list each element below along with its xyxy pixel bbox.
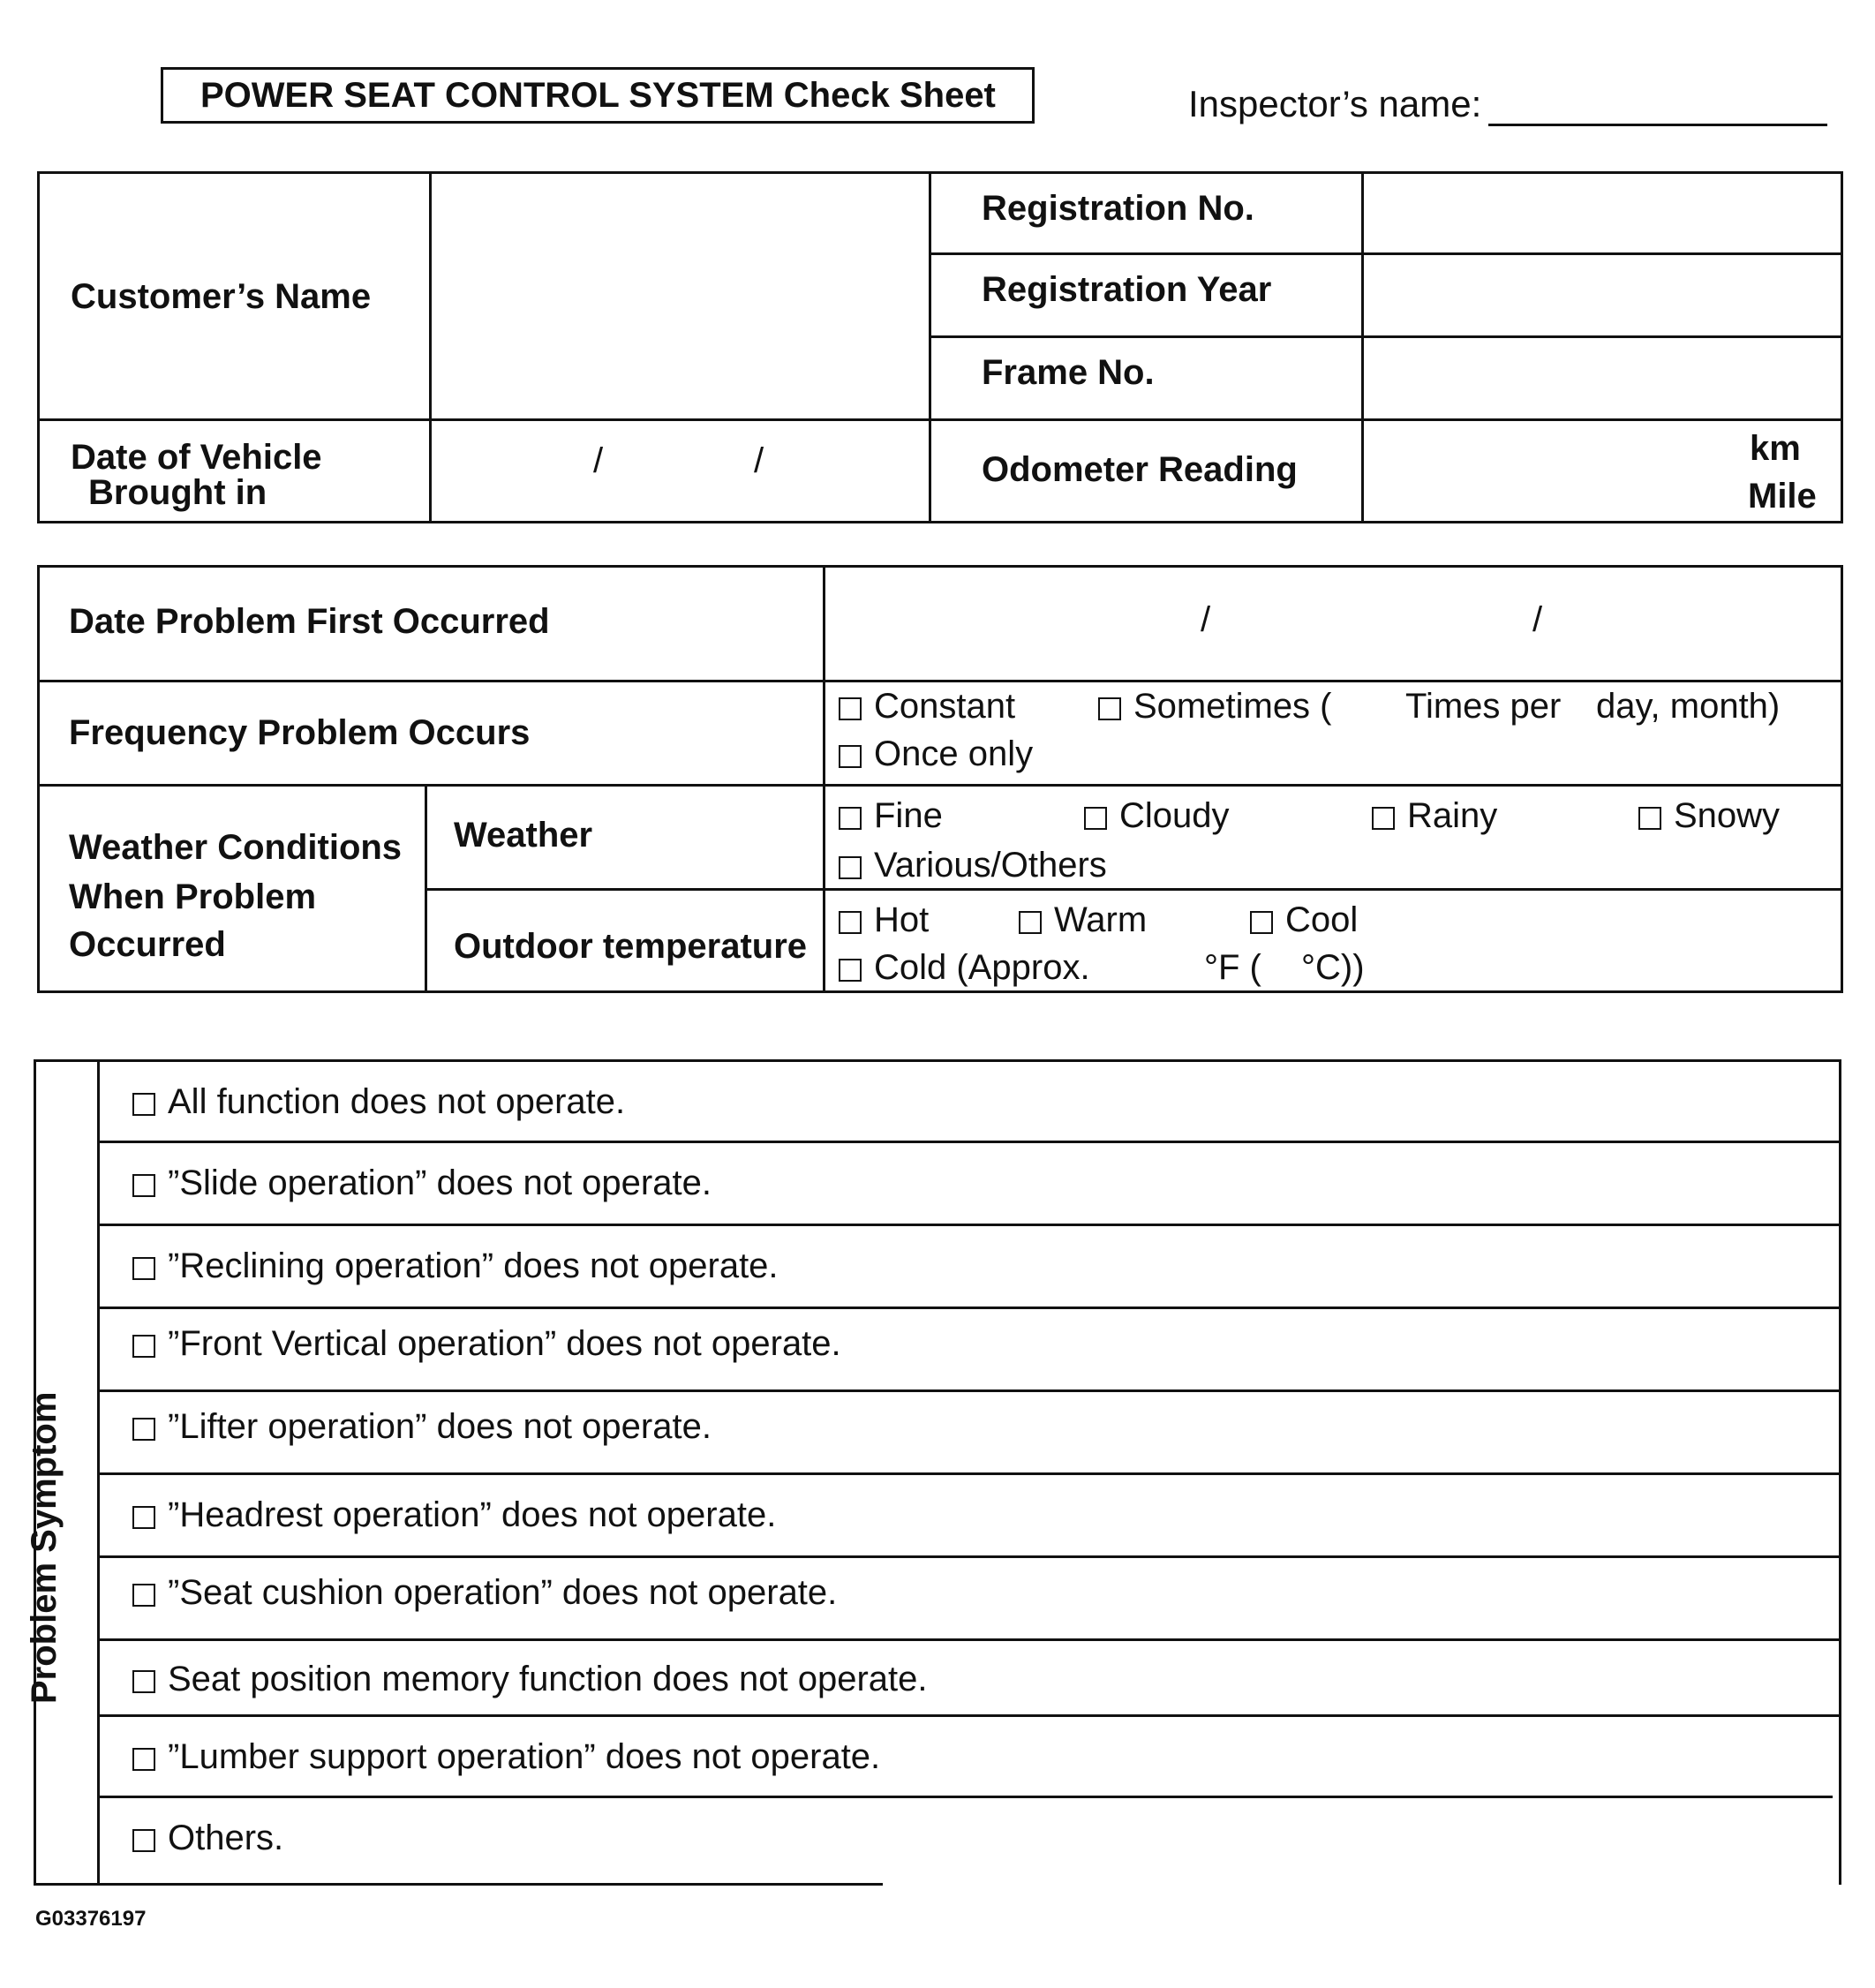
symptom-lumber-support[interactable]: ”Lumber support operation” does not operate. [132, 1737, 880, 1777]
checkbox[interactable] [132, 1174, 155, 1197]
checkbox[interactable] [132, 1093, 155, 1116]
registration-year-label: Registration Year [982, 270, 1272, 309]
checkbox[interactable] [132, 1748, 155, 1771]
checkbox[interactable] [132, 1335, 155, 1358]
unit-km: km [1750, 429, 1801, 468]
symptom-lifter[interactable]: ”Lifter operation” does not operate. [132, 1407, 712, 1447]
checkbox[interactable] [839, 856, 862, 879]
date-separator: / [754, 441, 764, 480]
checkbox[interactable] [839, 745, 862, 768]
symptom-all-function[interactable]: All function does not operate. [132, 1082, 625, 1122]
checkbox[interactable] [1250, 911, 1273, 934]
checkbox[interactable] [132, 1506, 155, 1529]
date-separator: / [1532, 600, 1543, 639]
registration-no-field[interactable] [1364, 174, 1841, 252]
symptom-slide[interactable]: ”Slide operation” does not operate. [132, 1163, 712, 1203]
frame-no-field[interactable] [1364, 338, 1841, 418]
temp-warm-option[interactable]: Warm [1019, 900, 1147, 940]
date-first-occurred-field[interactable] [825, 568, 1841, 680]
weather-snowy-option[interactable]: Snowy [1638, 796, 1780, 836]
figure-code: G03376197 [35, 1907, 147, 1931]
registration-no-label: Registration No. [982, 189, 1254, 228]
checkbox[interactable] [1019, 911, 1042, 934]
freq-once-option[interactable]: Once only [839, 734, 1033, 774]
checkbox[interactable] [1638, 807, 1661, 830]
unit-mile: Mile [1748, 477, 1817, 516]
weather-various-option[interactable]: Various/Others [839, 846, 1107, 885]
date-brought-in-label-line2: Brought in [88, 473, 267, 512]
inspector-name-field[interactable] [1488, 124, 1827, 126]
checkbox[interactable] [132, 1670, 155, 1693]
date-first-occurred-label: Date Problem First Occurred [69, 602, 550, 641]
weather-fine-option[interactable]: Fine [839, 796, 943, 836]
checkbox[interactable] [132, 1257, 155, 1280]
symptom-seat-cushion[interactable]: ”Seat cushion operation” does not operate. [132, 1573, 837, 1613]
checkbox[interactable] [1098, 697, 1121, 720]
weather-label: Weather [454, 816, 593, 855]
checkbox[interactable] [839, 807, 862, 830]
freq-day-month-label: day, month) [1596, 687, 1781, 726]
problem-symptom-label: Problem Symptom [25, 1391, 64, 1704]
checkbox[interactable] [1084, 807, 1107, 830]
form-title: POWER SEAT CONTROL SYSTEM Check Sheet [161, 67, 1035, 124]
checkbox[interactable] [1372, 807, 1395, 830]
date-brought-in-field[interactable] [432, 421, 929, 521]
symptom-reclining[interactable]: ”Reclining operation” does not operate. [132, 1246, 779, 1286]
checkbox[interactable] [132, 1418, 155, 1441]
weather-cloudy-option[interactable]: Cloudy [1084, 796, 1230, 836]
symptom-headrest[interactable]: ”Headrest operation” does not operate. [132, 1495, 776, 1535]
date-brought-in-label-line1: Date of Vehicle [71, 438, 322, 477]
symptom-front-vertical[interactable]: ”Front Vertical operation” does not operate. [132, 1324, 841, 1364]
inspector-name-label: Inspector’s name: [1188, 83, 1482, 124]
odometer-label: Odometer Reading [982, 450, 1298, 489]
weather-conditions-label-line2: When Problem [69, 877, 317, 916]
checkbox[interactable] [839, 911, 862, 934]
symptom-position-memory[interactable]: Seat position memory function does not operate. [132, 1660, 928, 1699]
freq-times-per-label: Times per [1405, 687, 1562, 726]
registration-year-field[interactable] [1364, 255, 1841, 335]
checkbox[interactable] [839, 959, 862, 982]
weather-conditions-label-line1: Weather Conditions [69, 828, 403, 867]
temp-cold-option[interactable]: Cold (Approx. [839, 948, 1090, 988]
freq-sometimes-option[interactable]: Sometimes ( [1098, 687, 1332, 727]
temp-hot-option[interactable]: Hot [839, 900, 929, 940]
temp-fahrenheit-label: °F ( [1204, 948, 1261, 987]
checkbox[interactable] [132, 1584, 155, 1607]
odometer-field[interactable] [1364, 421, 1735, 521]
freq-constant-option[interactable]: Constant [839, 687, 1015, 727]
frequency-label: Frequency Problem Occurs [69, 713, 531, 752]
temp-cool-option[interactable]: Cool [1250, 900, 1358, 940]
checkbox[interactable] [132, 1829, 155, 1852]
date-separator: / [1201, 600, 1211, 639]
customer-name-field[interactable] [432, 174, 929, 418]
weather-conditions-label-line3: Occurred [69, 925, 226, 964]
frame-no-label: Frame No. [982, 353, 1155, 392]
weather-rainy-option[interactable]: Rainy [1372, 796, 1497, 836]
date-separator: / [593, 441, 604, 480]
temp-celsius-label: °C)) [1301, 948, 1365, 987]
checkbox[interactable] [839, 697, 862, 720]
symptom-others[interactable]: Others. [132, 1819, 283, 1858]
outdoor-temperature-label: Outdoor temperature [454, 927, 808, 966]
customer-name-label: Customer’s Name [71, 277, 372, 316]
